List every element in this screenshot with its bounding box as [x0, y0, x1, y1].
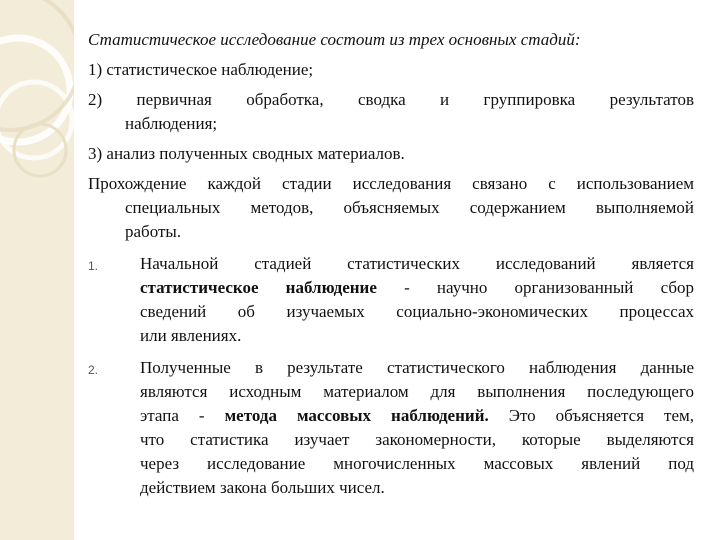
paragraph [88, 172, 694, 244]
stage-2-line-2: наблюдения; [125, 114, 218, 133]
term-mass-observation: метода массовых наблюдений. [224, 406, 489, 425]
item-1-line-1: Начальной стадией статистических исследований является [140, 254, 694, 273]
item-2-line-2: являются исходным материалом для выполнения последующего [140, 382, 694, 401]
item-2-line-4: что статистика изучает закономерности, которые выделяются [140, 430, 694, 449]
slide-content [88, 28, 694, 500]
list-number-2: 2. [88, 363, 99, 377]
stage-1: 1) статистическое наблюдение; [88, 60, 314, 79]
item-1-line-2-rest: - научно организованный сбор [376, 278, 694, 297]
item-1-line-2 [140, 276, 694, 300]
term-observation: статистическое наблюдение [140, 278, 377, 297]
item-2-line-3-end: Это объясняется тем, [488, 406, 695, 425]
item-2-line-1: Полученные в результате статистического наблюдения данные [140, 358, 694, 377]
item-1-line-3: сведений об изучаемых социально-экономических процессах [140, 302, 694, 321]
item-2-line-3 [140, 404, 694, 428]
paragraph-line-1: Прохождение каждой стадии исследования связано с использованием [88, 174, 694, 193]
stage-2-line-1: 2) первичная обработка, сводка и группировка результатов [88, 90, 694, 109]
intro-heading: Статистическое исследование состоит из трех основных стадий: [88, 30, 581, 49]
stage-3: 3) анализ полученных сводных материалов. [88, 144, 405, 163]
item-1-line-4: или явлениях. [140, 326, 242, 345]
list-number-1: 1. [88, 259, 99, 273]
list-item-1 [88, 252, 694, 348]
item-2-line-5: через исследование многочисленных массовых явлений под [140, 454, 694, 473]
decorative-circles [0, 0, 74, 540]
paragraph-line-2: специальных методов, объясняемых содержанием выполняемой [125, 198, 694, 217]
list-item-2 [88, 356, 694, 500]
item-2-line-6: действием закона больших чисел. [140, 478, 385, 497]
item-2-line-3-start: этапа - [140, 406, 225, 425]
paragraph-line-3: работы. [125, 222, 182, 241]
